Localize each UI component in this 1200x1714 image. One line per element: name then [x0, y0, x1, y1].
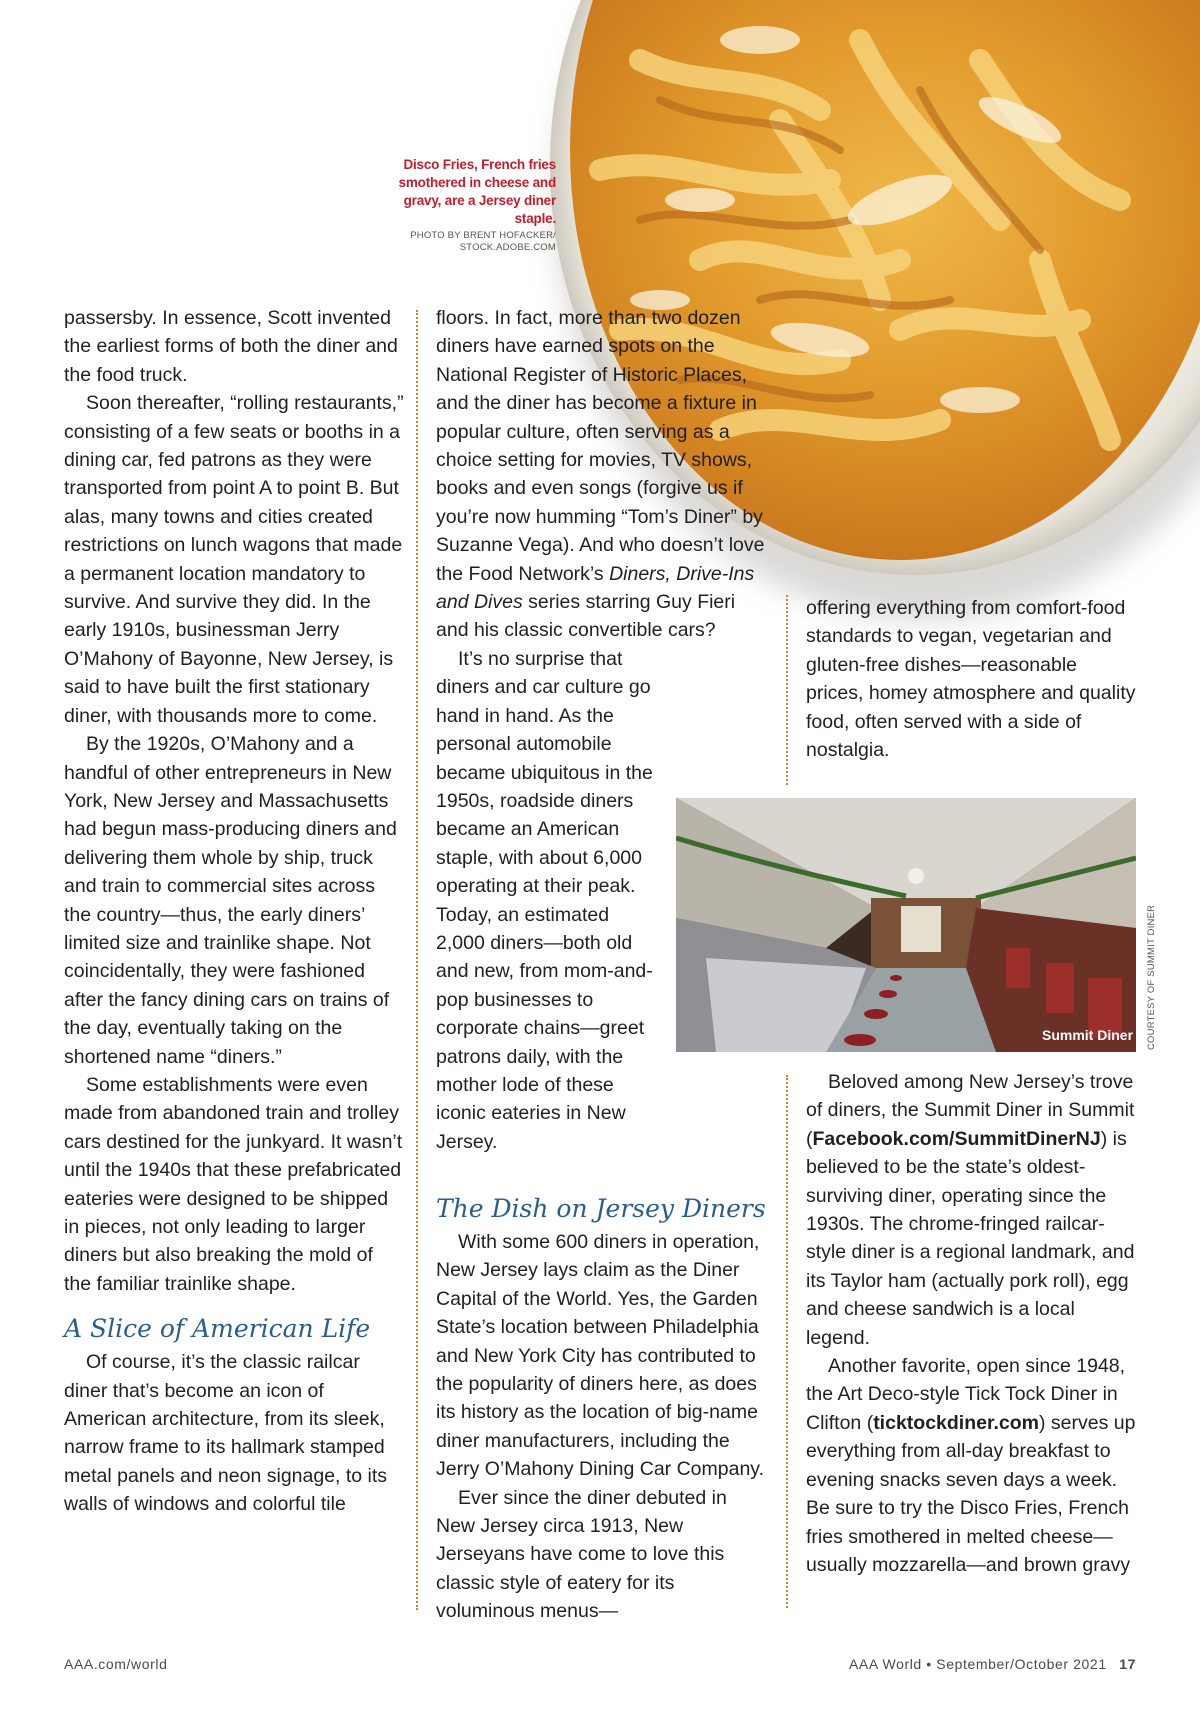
column-2	[436, 304, 766, 1156]
column-divider	[416, 310, 418, 1610]
ticktock-link[interactable]: ticktockdiner.com	[873, 1411, 1039, 1434]
column-divider	[786, 1075, 788, 1608]
paragraph	[806, 1068, 1140, 1352]
footer-issue	[849, 1656, 1136, 1672]
paragraph-text: series starring Guy Fieri and his classic convertible cars?	[436, 591, 736, 642]
paragraph: passersby. In essence, Scott invented the earliest forms of both the diner and the food truck.	[64, 307, 398, 386]
caption-text: Disco Fries, French fries smothered in cheese and gravy, are a Jersey diner staple.	[398, 157, 556, 226]
section-heading: A Slice of American Life	[64, 1314, 371, 1344]
paragraph: Some establishments were even made from abandoned train and trolley cars destined for the junkyard. It wasn’t until the 1940s that these prefabricated eateries were designed to be shipped in pieces, not only leading to larger diners but also breaking the mold of the familiar trainlike shape.	[64, 1073, 403, 1295]
show-title: Diners, Drive-Ins and Dives	[436, 562, 755, 614]
paragraph-text: ) serves up everything from all-day breakfast to evening snacks seven days a week. Be sure to try the Disco Fries, French fries smothered in melted cheese—usually mozzarella—and brown gravy	[806, 1411, 1136, 1576]
photo-credit	[386, 230, 556, 254]
column-3	[806, 1068, 1140, 1579]
paragraph: offering everything from comfort-food standards to vegan, vegetarian and gluten-free dishes—reasonable prices, homey atmosphere and quality food, often served with a side of nostalgia.	[806, 597, 1136, 762]
paragraph: By the 1920s, O’Mahony and a handful of other entrepreneurs in New York, New Jersey and Massachusetts had begun mass-producing diners and delivering them whole by ship, truck and train to commercial sites across the country—thus, the early diners’ limited size and trainlike shape. Not coincidentally, they were fashioned after the fancy dining cars on trains of the day, eventually taking on the shortened name “diners.”	[64, 733, 397, 1068]
paragraph: Of course, it’s the classic railcar diner that’s become an icon of American architecture, from its sleek, narrow frame to its hallmark stamped metal panels and neon signage, to its walls of windows and colorful tile	[64, 1351, 388, 1516]
footer-magazine: AAA World • September/October 2021	[848, 1656, 1107, 1672]
photo-label: Summit Diner	[1042, 1027, 1134, 1043]
photo-credit-line-1: PHOTO BY BRENT HOFACKER/	[410, 230, 556, 241]
column-1	[64, 304, 404, 1519]
paragraph-text: ) is believed to be the state’s oldest-surviving diner, operating since the 1930s. The chrome-fringed railcar-style diner is a regional landmark, and its Taylor ham (actually pork roll), egg and cheese sandwich is a local legend.	[806, 1127, 1135, 1349]
paragraph: It’s no surprise that diners and car culture go hand in hand. As the personal automobile became ubiquitous in the 1950s, roadside diners became an American staple, with about 6,000 operating at their peak. Today, an estimated 2,000 diners—both old and new, from mom-and-pop businesses to corporate chains—greet patrons daily, with the mother lode of these iconic eateries in New Jersey.	[436, 647, 653, 1153]
paragraph: Soon thereafter, “rolling restaurants,” consisting of a few seats or booths in a dining car, fed patrons as they were transported from point A to point B. But alas, many towns and cities created restrictions on lunch wagons that made a permanent location mandatory to survive. And survive they did. In the early 1910s, businessman Jerry O’Mahony of Bayonne, New Jersey, is said to have built the first stationary diner, with thousands more to come.	[64, 392, 404, 727]
section-heading: The Dish on Jersey Diners	[436, 1194, 766, 1223]
column-3-top	[806, 594, 1136, 764]
photo-caption	[386, 156, 556, 254]
photo-credit-line-2: STOCK.ADOBE.COM	[459, 242, 556, 253]
paragraph: Ever since the diner debuted in New Jersey circa 1913, New Jerseyans have come to love this classic style of eatery for its voluminous menus—	[436, 1486, 727, 1623]
column-divider	[786, 595, 788, 785]
facebook-link[interactable]: Facebook.com/SummitDinerNJ	[812, 1127, 1101, 1150]
column-2-lower	[436, 1192, 766, 1626]
footer-url[interactable]: AAA.com/world	[64, 1656, 168, 1672]
paragraph	[806, 1352, 1140, 1579]
paragraph-text: Beloved among New Jersey’s trove of diners, the Summit Diner in Summit (	[806, 1071, 1135, 1150]
paragraph	[436, 304, 766, 645]
page-number: 17	[1119, 1656, 1136, 1672]
photo-credit-vertical: COURTESY OF SUMMIT DINER	[1146, 904, 1157, 1050]
paragraph: With some 600 diners in operation, New Jersey lays claim as the Diner Capital of the World. Yes, the Garden State’s location between Philadelphia and New York City has contributed to the popularity of diners here, as does its history as the location of big-name diner manufacturers, including the Jerry O’Mahony Dining Car Company.	[436, 1231, 765, 1481]
paragraph-text: floors. In fact, more than two dozen diners have earned spots on the National Register of Historic Places, and the diner has become a fixture in popular culture, often serving as a choice setting for movies, TV shows, books and even songs (forgive us if you’re now humming “Tom’s Diner” by Suzanne Vega). And who doesn’t love the Food Network’s	[436, 307, 765, 585]
paragraph-text: Another favorite, open since 1948, the Art Deco-style Tick Tock Diner in Clifton (	[806, 1355, 1126, 1434]
